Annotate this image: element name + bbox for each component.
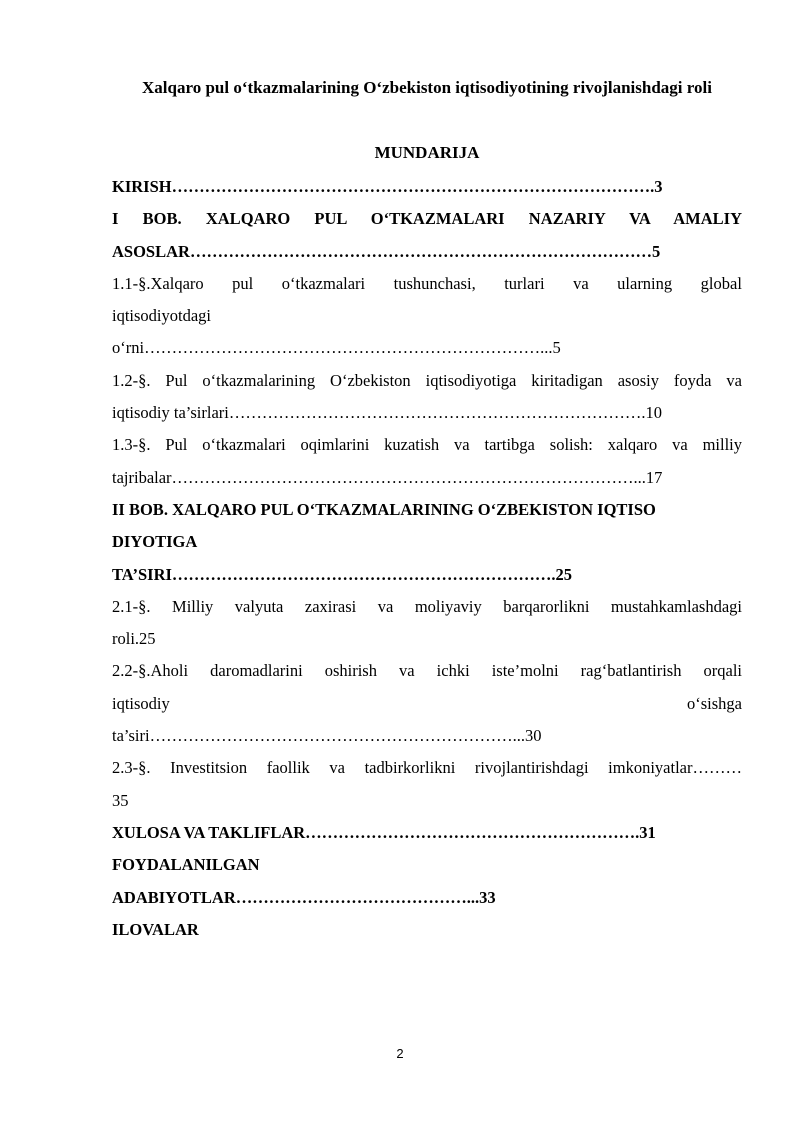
- toc-entry-2-2-line3: ta’siri…………………………………………………………...30: [112, 726, 542, 746]
- toc-heading: MUNDARIJA: [374, 143, 480, 162]
- toc-entry-1-2-line1: 1.2-§. Pul o‘tkazmalarining O‘zbekiston iqtisodiyotiga kiritadigan asosiy foyda va: [112, 370, 742, 390]
- toc-entry-2-2-line1: 2.2-§.Aholi daromadlarini oshirish va ichki iste’molni rag‘batlantirish orqali: [112, 661, 742, 681]
- toc-word: global: [700, 273, 742, 293]
- word: I BOB. XALQARO PUL O‘TKAZMALARI NAZARIY VA AMALIY: [112, 209, 742, 229]
- toc-word: o‘sishga: [687, 693, 742, 713]
- toc-entry-bob1-title: [112, 203, 742, 235]
- toc-entry-2-2-line2: [112, 688, 742, 720]
- toc-entry-1-2-line2: iqtisodiy ta’sirlari………………………………………………………………….10: [112, 403, 662, 423]
- toc-word: iqtisodiy: [112, 693, 170, 713]
- toc-entry-2-3-line2: 35: [112, 790, 129, 810]
- toc-entry-bob1-page: ASOSLAR…………………………………………………………………………5: [112, 241, 661, 261]
- document-title: Xalqaro pul o‘tkazmalarining O‘zbekiston iqtisodiyotining rivojlanishdagi roli: [142, 78, 712, 97]
- bob2-prefix: II BOB: [112, 499, 164, 519]
- toc-entry-xulosa: XULOSA VA TAKLIFLAR…………………………………………………….31: [112, 822, 656, 842]
- toc-entry-1-1-line1: [112, 268, 742, 300]
- toc-word: 1.1-§.Xalqaro: [112, 273, 204, 293]
- toc-entry-2-1-line1: 2.1-§. Milliy valyuta zaxirasi va moliyaviy barqarorlikni mustahkamlashdagi: [112, 596, 742, 616]
- toc-entry-1-3-line2: tajribalar…………………………………………………………………………...17: [112, 467, 663, 487]
- toc-word: o‘tkazmalari: [281, 273, 366, 293]
- toc-entry-2-3-line1: 2.3-§. Investitsion faollik va tadbirkorlikni rivojlantirishdagi imkoniyatlar………: [112, 758, 742, 778]
- toc-entry-bob2-line2: DIYOTIGA: [112, 532, 198, 552]
- toc-word: ularning: [617, 273, 673, 293]
- toc-word: turlari: [504, 273, 545, 293]
- table-of-contents: [112, 171, 742, 946]
- toc-word: tushunchasi,: [393, 273, 476, 293]
- toc-word: va: [573, 273, 589, 293]
- toc-entry-foydalanilgan-line2: ADABIYOTLAR……………………………………...33: [112, 887, 496, 907]
- toc-entry-kirish: KIRISH…………………………………………………………………………….3: [112, 177, 663, 196]
- toc-entry-bob2-line3: TA’SIRI…………………………………………………………….25: [112, 564, 573, 584]
- toc-entry-ilovalar: ILOVALAR: [112, 919, 199, 939]
- toc-entry-2-1-line2: roli.25: [112, 629, 156, 649]
- toc-entry-foydalanilgan-line1: FOYDALANILGAN: [112, 855, 260, 875]
- bob2-title: . XALQARO PUL O‘TKAZMALARINING O‘ZBEKISTON IQTISO: [163, 499, 656, 519]
- toc-word: pul: [232, 273, 254, 293]
- toc-entry-1-1-line2: iqtisodiyotdagi: [112, 306, 211, 326]
- toc-entry-1-1-line3: o‘rni………………………………………………………………...5: [112, 338, 561, 358]
- toc-entry-bob2-line1: [112, 494, 742, 526]
- toc-entry-1-3-line1: 1.3-§. Pul o‘tkazmalari oqimlarini kuzatish va tartibga solish: xalqaro va milliy: [112, 435, 742, 455]
- page-number: 2: [396, 1046, 404, 1061]
